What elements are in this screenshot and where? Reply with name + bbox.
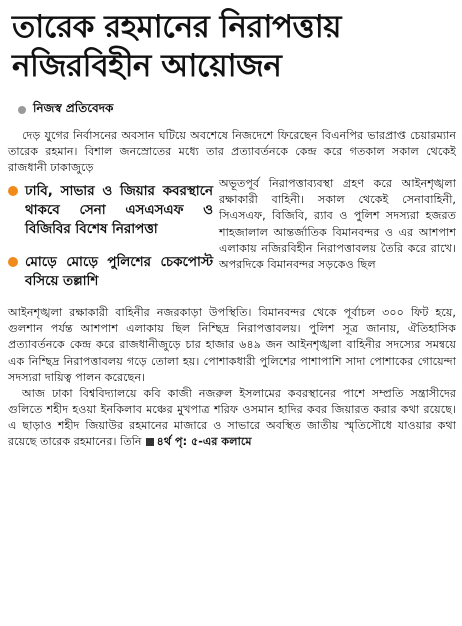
byline-dot-icon: [18, 106, 26, 114]
highlight-text: মোড়ে মোড়ে পুলিশের চেকপোস্ট বসিয়ে তল্লাশি: [25, 255, 213, 290]
orange-bullet-icon: [8, 257, 18, 267]
continuation-reference: ৪র্থ পৃ: ৫-এর কলামে: [156, 435, 252, 449]
article-paragraph-2: [8, 386, 456, 450]
article-side-column: অভূতপূর্ব নিরাপত্তাব্যবস্থা গ্রহণ করে আইনশৃঙ্খলা রক্ষাকারী বাহিনী। সকাল থেকেই সেনাবাহিনী, সিএসএফ, বিজিবি, র‍্যাব ও পুলিশ সদস্যরা হজরত শাহজালাল আন্তর্জাতিক বিমানবন্দর ও এর আশপাশ এলাকায় নজিরবিহীন নিরাপত্তাবলয় তৈরি করে রাখে। অপরদিকে বিমানবন্দর সড়কেও ছিল: [219, 177, 456, 271]
headline: [12, 8, 456, 86]
byline-text: নিজস্ব প্রতিবেদক: [33, 101, 114, 115]
continuation-square-icon: [146, 438, 154, 446]
byline: [18, 100, 456, 120]
highlights-box: [8, 176, 213, 305]
paragraph-2-text: আজ ঢাকা বিশ্ববিদ্যালয়ে কবি কাজী নজরুল ইসলামের কবরস্থানের পাশে সম্প্রতি সন্ত্রাসীদের গুলিতে শহীদ হওয়া ইনকিলাব মঞ্চের মুখপাত্র শরিফ ওসমান হাদির কবর জিয়ারত করার কথা রয়েছে। এ ছাড়াও শহীদ জিয়াউর রহমানের মাজারে ও সাভারে অবস্থিত জাতীয় স্মৃতিসৌধে যাওয়ার কথা রয়েছে তারেক রহমানের। তিনি: [8, 386, 456, 449]
headline-line-1: তারেক রহমানের নিরাপত্তায়: [12, 9, 341, 45]
highlight-item: [8, 182, 213, 239]
highlight-item: [8, 253, 213, 291]
article-body: [8, 128, 456, 450]
orange-bullet-icon: [8, 186, 18, 196]
headline-line-2: নজিরবিহীন আয়োজন: [12, 48, 282, 84]
article-intro: দেড় যুগের নির্বাসনের অবসান ঘটিয়ে অবশেষে নিজদেশে ফিরেছেন বিএনপির ভারপ্রাপ্ত চেয়ারম্যান তারেক রহমান। বিশাল জনস্রোতের মধ্যে তার প্রত্যাবর্তনকে কেন্দ্র করে গতকাল সকাল থেকেই রাজধানী ঢাকাজুড়ে: [8, 129, 456, 175]
article-two-column: [8, 176, 456, 305]
highlight-text: ঢাবি, সাভার ও জিয়ার কবরস্থানে থাকবে সেনা এসএসএফ ও বিজিবির বিশেষ নিরাপত্তা: [25, 184, 213, 238]
article-continued: আইনশৃঙ্খলা রক্ষাকারী বাহিনীর নজরকাড়া উপস্থিতি। বিমানবন্দর থেকে পূর্বাচল ৩০০ ফিট হয়ে, গুলশান পর্যন্ত আশপাশ এলাকায় ছিল নিশ্ছিদ্র নিরাপত্তাবলয়। পুলিশ সূত্র জানায়, ঐতিহাসিক প্রত্যাবর্তনকে কেন্দ্র করে রাজধানীজুড়ে চার হাজার ৬৪৯ জন আইনশৃঙ্খলা বাহিনীর সদস্যের সমন্বয়ে এক নিশ্ছিদ্র নিরাপত্তাবলয় গড়ে তোলা হয়। পোশাকধারী পুলিশের পাশাপাশি সাদা পোশাকের গোয়েন্দা সদস্যরা দায়িত্ব পালন করেছেন।: [8, 306, 456, 384]
